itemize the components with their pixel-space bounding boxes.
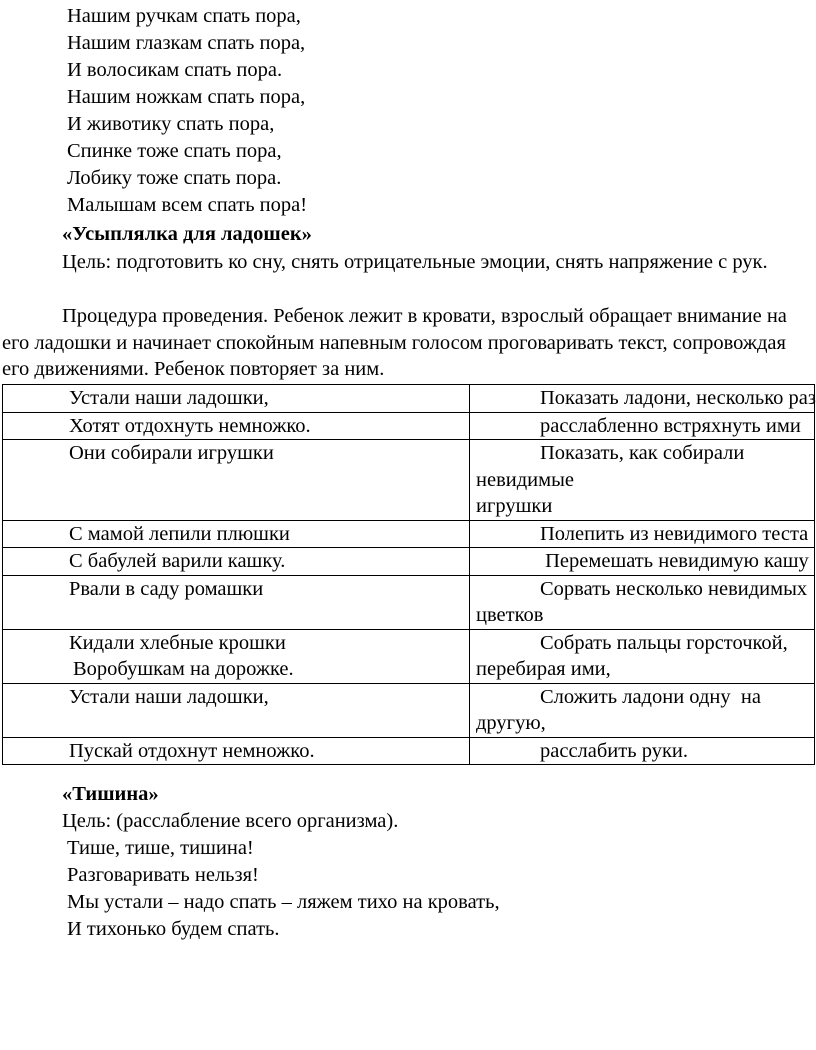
action-cell [470, 629, 815, 683]
action-cell [470, 575, 815, 629]
section-title: «Тишина» [62, 783, 159, 805]
verse-cell [3, 440, 470, 521]
action-text: игрушки [476, 495, 553, 517]
procedure-paragraph: Процедура проведения. Ребенок лежит в кровати, взрослый обращает внимание на его ладошки и начинает спокойным напевным голосом проговаривать текст, сопровождая его движениями. Ребенок повторяет за ним. [2, 305, 787, 380]
action-cell [470, 548, 815, 576]
poem-line: Разговаривать нельзя! [67, 864, 259, 886]
table-row [3, 575, 815, 629]
verse-cell [3, 575, 470, 629]
table-row [3, 440, 815, 521]
goal-paragraph: Цель: подготовить ко сну, снять отрицательные эмоции, снять напряжение с рук. [62, 251, 768, 273]
action-text: Сорвать несколько невидимых [540, 577, 808, 600]
action-cell [470, 683, 815, 737]
action-cell [470, 440, 815, 521]
action-text: Перемешать невидимую кашу [540, 550, 809, 572]
poem-line: Лобику тоже спать пора. [67, 167, 282, 189]
table-row [3, 520, 815, 548]
verse-text: Хотят отдохнуть немножко. [69, 414, 311, 437]
verse-cell [3, 629, 470, 683]
verse-text: С бабулей варили кашку. [69, 550, 286, 572]
action-cell [470, 385, 815, 413]
action-text: расслабленно встряхнуть ими [540, 414, 801, 437]
verse-text: Воробушкам на дорожке. [73, 658, 294, 680]
verse-text: С мамой лепили плюшки [69, 522, 290, 545]
verse-cell [3, 520, 470, 548]
action-text: расслабить руки. [540, 739, 688, 762]
poem-line: И тихонько будем спать. [67, 918, 280, 940]
table-row [3, 683, 815, 737]
action-text: другую, [476, 712, 546, 734]
table-row [3, 737, 815, 765]
table-row [3, 629, 815, 683]
verse-cell [3, 385, 470, 413]
poem-line: Малышам всем спать пора! [67, 194, 308, 216]
action-cell [470, 520, 815, 548]
table-row [3, 548, 815, 576]
action-text: Полепить из невидимого теста [540, 522, 809, 545]
table-row [3, 412, 815, 440]
action-text: Сложить ладони одну на [540, 685, 761, 708]
action-cell [470, 737, 815, 765]
poem-line: Нашим глазкам спать пора, [67, 32, 306, 54]
verse-text: Рвали в саду ромашки [69, 577, 264, 600]
verse-text: Они собирали игрушки [69, 442, 274, 464]
action-text: Показать ладони, несколько раз [540, 387, 816, 409]
verse-cell [3, 737, 470, 765]
section-title: «Усыплялка для ладошек» [62, 223, 312, 245]
action-text: Собрать пальцы горсточкой, [540, 631, 788, 654]
verse-cell [3, 683, 470, 737]
verse-text: Устали наши ладошки, [69, 685, 269, 708]
action-text: невидимые [476, 468, 574, 491]
verse-text: Устали наши ладошки, [69, 387, 269, 409]
verse-text: Кидали хлебные крошки [69, 631, 286, 654]
verse-text: Пускай отдохнут немножко. [69, 739, 315, 762]
poem-line: Мы устали – надо спать – ляжем тихо на кровать, [67, 891, 500, 913]
poem-line: Тише, тише, тишина! [67, 837, 254, 859]
poem-line: Спинке тоже спать пора, [67, 140, 282, 162]
action-cell [470, 412, 815, 440]
poem-line: И животику спать пора, [67, 113, 275, 135]
goal-paragraph: Цель: (расслабление всего организма). [62, 810, 399, 832]
poem-line: И волосикам спать пора. [67, 59, 283, 81]
action-text: Показать, как собирали [540, 442, 745, 464]
exercise-table [2, 384, 815, 765]
verse-cell [3, 548, 470, 576]
verse-cell [3, 412, 470, 440]
poem-line: Нашим ручкам спать пора, [67, 5, 301, 27]
table-row [3, 385, 815, 413]
poem-line: Нашим ножкам спать пора, [67, 86, 306, 108]
action-text: перебирая ими, [476, 658, 611, 680]
action-text: цветков [476, 604, 544, 626]
